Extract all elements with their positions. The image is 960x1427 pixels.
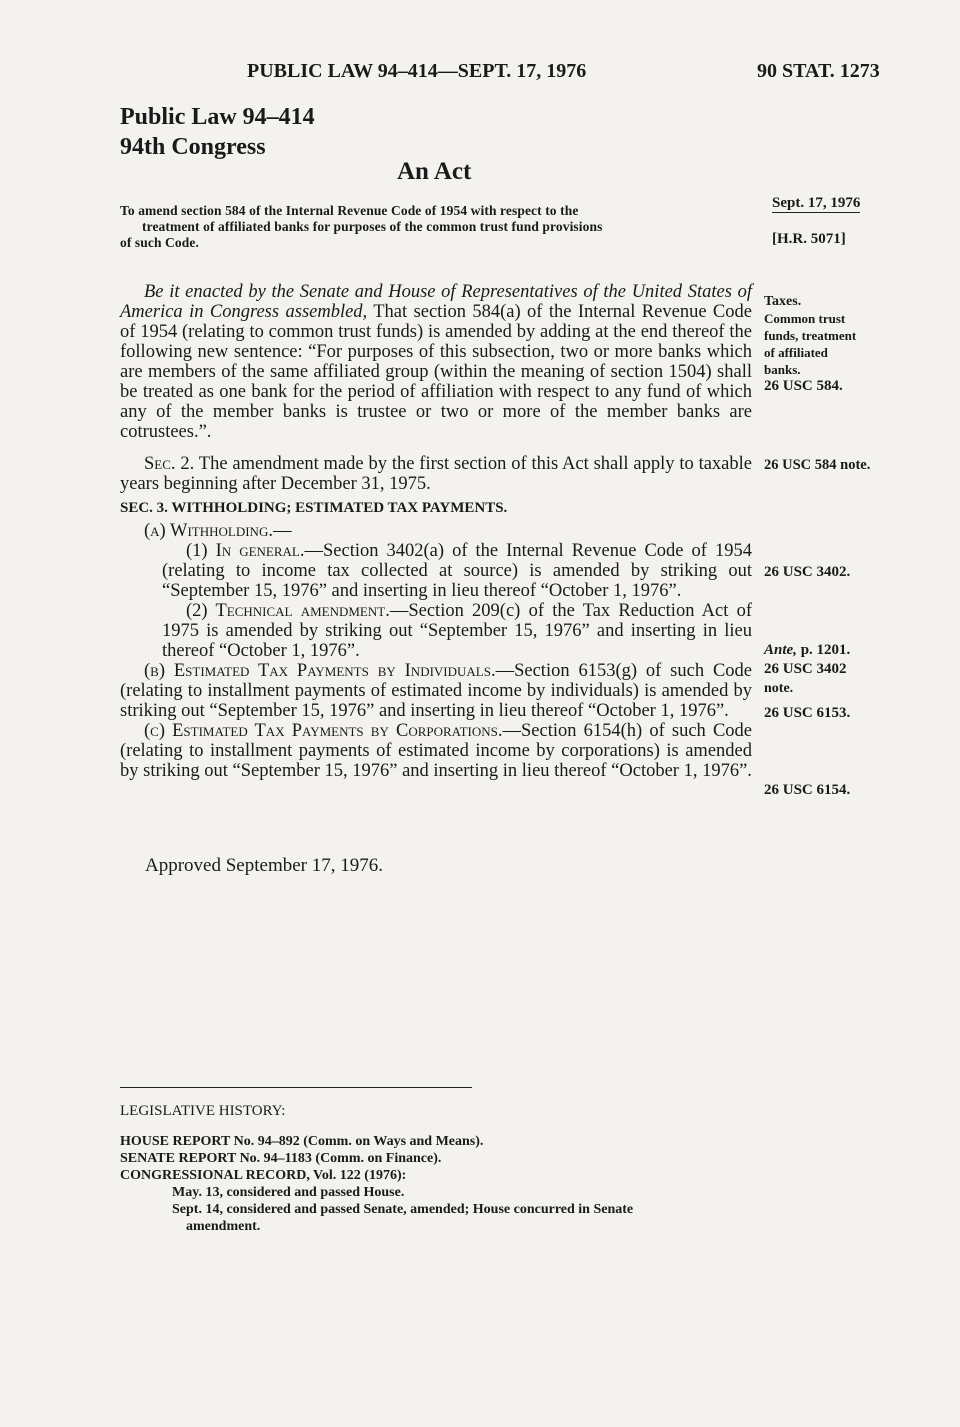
purpose-line-1: To amend section 584 of the Internal Revenue Code of 1954 with respect to the [120, 203, 579, 218]
margin-note-taxes [764, 293, 904, 395]
senate-report: SENATE REPORT No. 94–1183 (Comm. on Finance). [120, 1151, 442, 1166]
section-1-text: That section 584(a) of the Internal Revenue Code of 1954 (relating to common trust funds) is amended by adding at the end thereof the following new sentence: “For purposes of this subsection, two or more banks which are members of the same affiliated group (within the meaning of section 1504) shall be treated as one bank for the period of affiliation with respect to any fund of which any of the member banks is trustee or two or more of the member banks are cotrustees.”. [120, 302, 752, 442]
enacting-section [120, 282, 752, 442]
subsection-a-heading: (a) Withholding.— [144, 521, 292, 541]
subsection-b-text: —Section 6153(g) of such Code (relating to installment payments of estimated income by individuals) is amended by striking out “September 15, 1976” and inserting in lieu thereof “October 1, 1976”. [120, 661, 753, 721]
paragraph-2-text: —Section 209(c) of the Tax Reduction Act of 1975 is amended by striking out “September 15, 1976” and inserting in lieu thereof “October 1, 1976”. [162, 601, 752, 661]
margin-usc-3402: 26 USC 3402. [764, 564, 851, 580]
congress-number: 94th Congress [120, 134, 266, 160]
section-2-label: Sec. 2. [144, 454, 195, 474]
margin-usc-6153: 26 USC 6153. [764, 705, 851, 721]
divider-rule [120, 1087, 472, 1088]
margin-usc-3402-note-1: 26 USC 3402 [764, 661, 847, 677]
margin-common-trust-3: of affiliated [764, 345, 828, 360]
approval-statement: Approved September 17, 1976. [145, 855, 383, 876]
history-may-13: May. 13, considered and passed House. [172, 1185, 405, 1200]
section-3-heading: SEC. 3. WITHHOLDING; ESTIMATED TAX PAYMENTS. [120, 500, 508, 516]
margin-usc-3402-note-2: note. [764, 681, 794, 696]
history-sept-14: Sept. 14, considered and passed Senate, amended; House concurred in Senate [172, 1202, 634, 1217]
margin-date [772, 195, 860, 212]
enacting-clause: Be it enacted by the Senate and House of Representatives of the United States of America in Congress assembled, [120, 282, 752, 322]
margin-common-trust-1: Common trust [764, 311, 846, 326]
history-sept-14-cont: amendment. [186, 1219, 261, 1234]
paragraph-1-heading: (1) In general. [186, 541, 305, 561]
law-number: Public Law 94–414 [120, 104, 315, 130]
margin-ante-note [764, 642, 904, 697]
subsection-b-heading: (b) Estimated Tax Payments by Individuals. [144, 661, 496, 681]
approval-date: Sept. 17, 1976 [772, 195, 861, 211]
section-2 [120, 454, 752, 494]
margin-ante-page: p. 1201. [796, 642, 851, 658]
paragraph-1-text: —Section 3402(a) of the Internal Revenue Code of 1954 (relating to income tax collected at source) is amended by striking out “September 15, 1976” and inserting in lieu thereof “October 1, 1976”. [162, 541, 753, 601]
purpose-line-3: of such Code. [120, 235, 199, 250]
act-purpose [120, 203, 752, 251]
margin-usc-584-note: 26 USC 584 note. [764, 457, 871, 473]
congressional-record: CONGRESSIONAL RECORD, Vol. 122 (1976): [120, 1168, 407, 1183]
margin-common-trust-2: funds, treatment [764, 328, 857, 343]
paragraph-2-heading: (2) Technical amendment. [186, 601, 390, 621]
bill-number: [H.R. 5071] [772, 231, 846, 247]
subsection-c-heading: (c) Estimated Tax Payments by Corporations. [144, 721, 503, 741]
act-heading: An Act [397, 158, 472, 185]
section-3 [120, 498, 752, 781]
purpose-line-2: treatment of affiliated banks for purposes of the common trust fund provisions [142, 219, 603, 234]
law-designation [120, 102, 315, 162]
subsection-c-text: —Section 6154(h) of such Code (relating to installment payments of estimated income by corporations) is amended by striking out “September 15, 1976” and inserting in lieu thereof “October 1, 1976”. [120, 721, 752, 781]
margin-usc-6154: 26 USC 6154. [764, 782, 851, 798]
margin-ante-italic: Ante, [764, 642, 797, 658]
running-title: PUBLIC LAW 94–414—SEPT. 17, 1976 [247, 60, 587, 82]
legislative-history [120, 1103, 760, 1235]
margin-usc-584: 26 USC 584. [764, 378, 843, 394]
house-report: HOUSE REPORT No. 94–892 (Comm. on Ways and Means). [120, 1134, 484, 1149]
margin-common-trust-4: banks. [764, 362, 801, 377]
stat-reference: 90 STAT. 1273 [757, 60, 880, 82]
legislative-history-heading: LEGISLATIVE HISTORY: [120, 1103, 286, 1119]
margin-taxes: Taxes. [764, 294, 802, 309]
section-2-text: The amendment made by the first section of this Act shall apply to taxable years beginning after December 31, 1975. [120, 454, 752, 494]
